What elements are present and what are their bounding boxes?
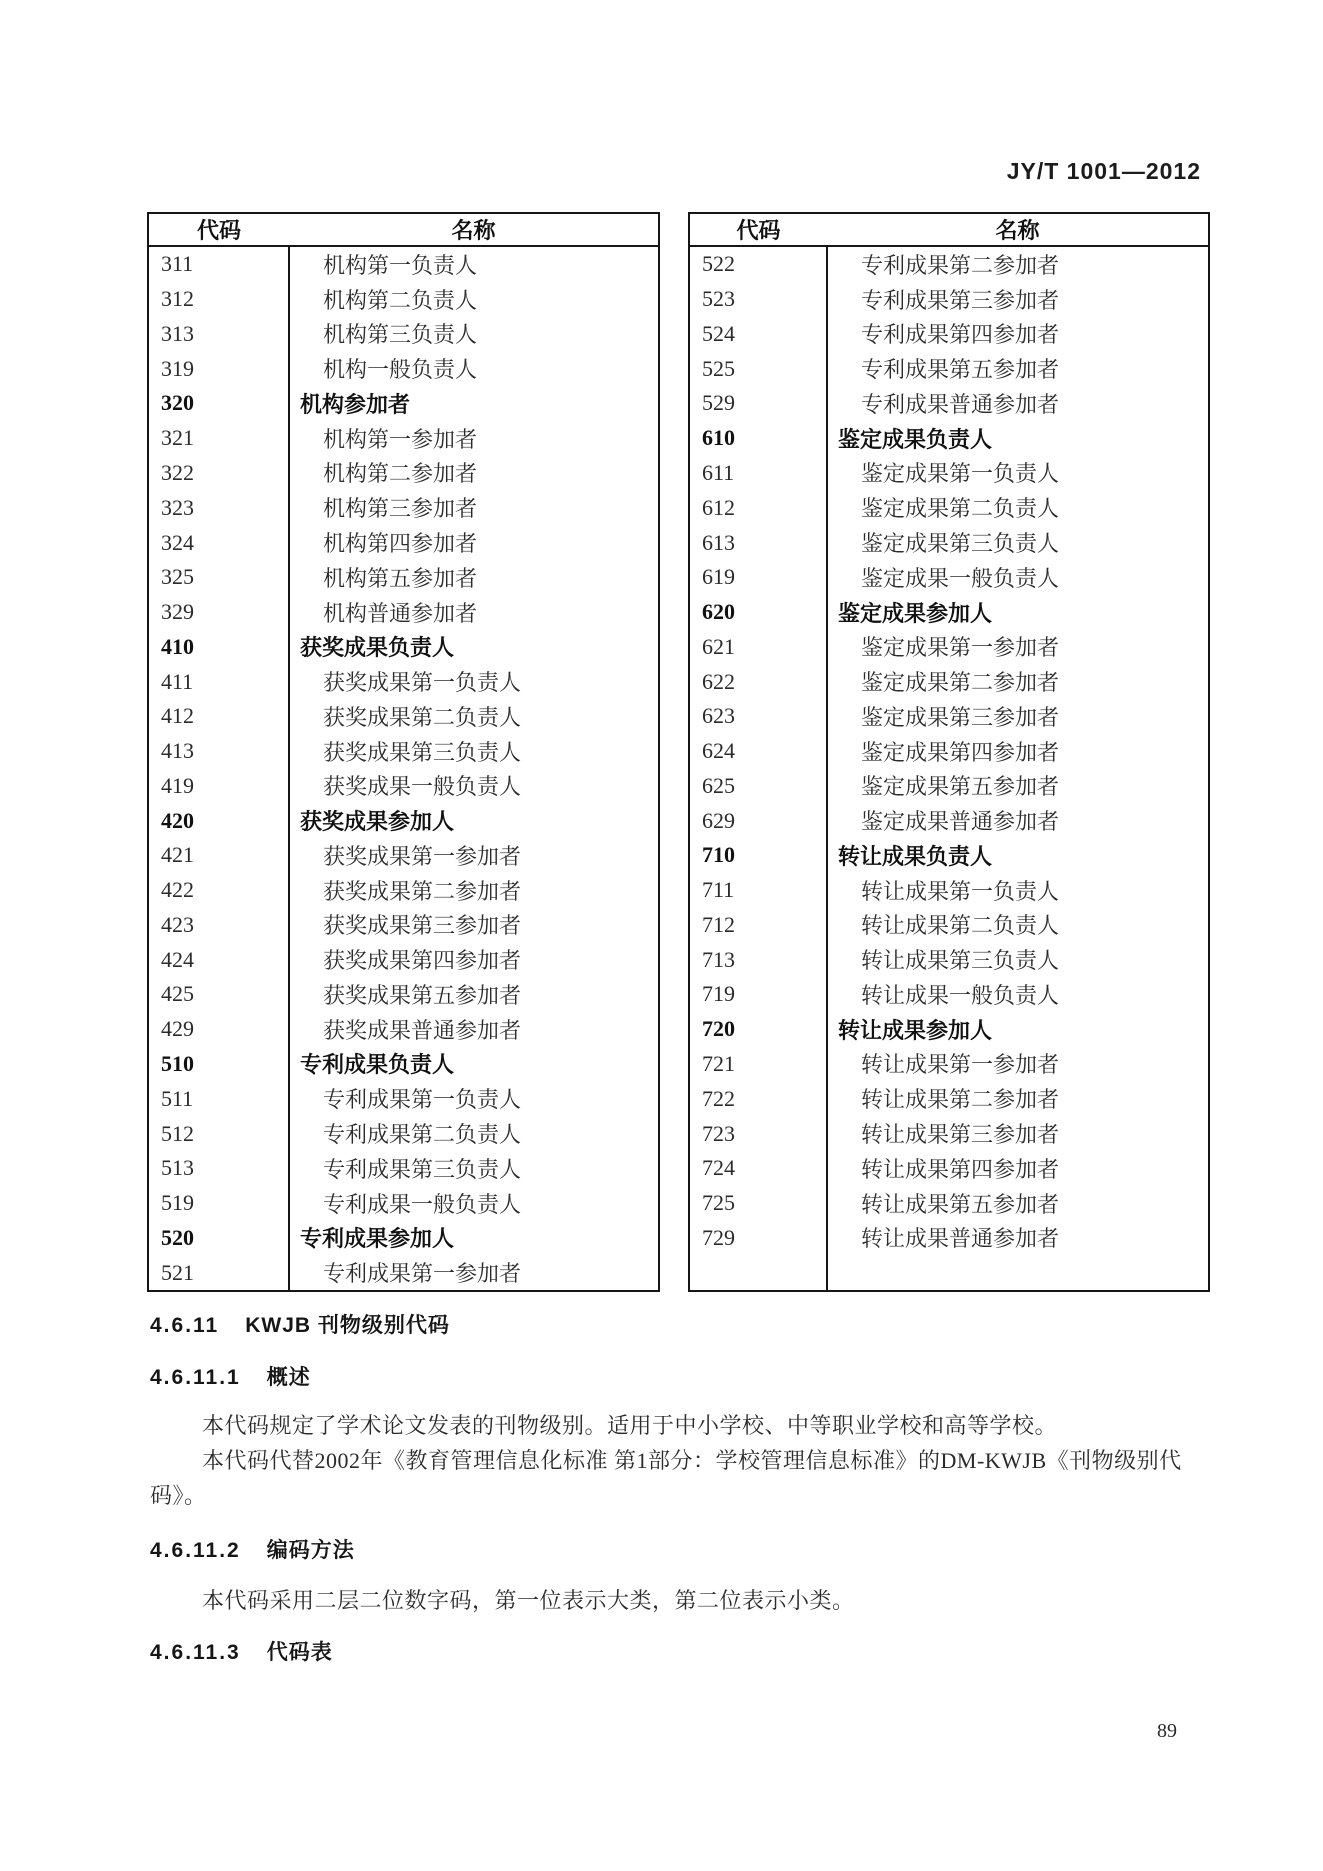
section-heading-4-6-11-3 (150, 1640, 333, 1666)
code-cell: 620 (702, 599, 735, 625)
name-cell: 机构第三参加者 (289, 490, 659, 525)
section-heading-4-6-11-2 (150, 1538, 355, 1564)
code-cell: 321 (161, 425, 194, 451)
section-heading-4-6-11 (150, 1313, 450, 1339)
code-cell: 622 (702, 668, 735, 694)
table-row (689, 525, 1209, 560)
name-cell: 机构第一参加者 (289, 421, 659, 456)
name-cell: 鉴定成果第二负责人 (827, 490, 1209, 525)
table-row (148, 1255, 659, 1291)
table-row (148, 1081, 659, 1116)
code-cell: 512 (161, 1120, 194, 1146)
code-cell: 611 (702, 459, 735, 485)
code-cell: 525 (702, 355, 735, 381)
code-cell: 420 (161, 807, 194, 833)
table-row (689, 490, 1209, 525)
code-cell: 625 (702, 772, 735, 798)
table-row (689, 1186, 1209, 1221)
code-cell: 720 (702, 1016, 735, 1042)
name-cell: 转让成果普通参加者 (827, 1220, 1209, 1255)
name-cell: 获奖成果第三负责人 (289, 734, 659, 769)
code-cell: 511 (161, 1085, 194, 1111)
name-cell: 获奖成果第四参加者 (289, 942, 659, 977)
table-row (148, 1186, 659, 1221)
code-cell: 313 (161, 320, 194, 346)
table-spacer-row (689, 1255, 1209, 1291)
code-cell: 719 (702, 981, 735, 1007)
name-cell: 获奖成果第一参加者 (289, 838, 659, 873)
code-table-right (688, 212, 1210, 1292)
code-cell: 619 (702, 564, 735, 590)
table-header-row (689, 213, 1209, 246)
table-row (689, 1047, 1209, 1082)
page-number: 89 (1157, 1720, 1177, 1742)
table-row (148, 873, 659, 908)
code-cell: 329 (161, 599, 194, 625)
column-header-code: 代码 (148, 213, 289, 246)
standard-code-header: JY/T 1001—2012 (1006, 158, 1201, 184)
code-cell: 320 (161, 390, 194, 416)
code-table-left (147, 212, 660, 1292)
table-row (148, 803, 659, 838)
table-row (689, 386, 1209, 421)
name-cell: 获奖成果负责人 (289, 629, 659, 664)
table-row (148, 595, 659, 630)
name-cell: 专利成果第三负责人 (289, 1151, 659, 1186)
table-row (148, 768, 659, 803)
name-cell: 获奖成果普通参加者 (289, 1012, 659, 1047)
column-header-name: 名称 (289, 213, 659, 246)
name-cell: 机构普通参加者 (289, 595, 659, 630)
table-row (148, 838, 659, 873)
code-cell: 424 (161, 946, 194, 972)
table-row (148, 1012, 659, 1047)
table-row (689, 768, 1209, 803)
table-row (689, 560, 1209, 595)
code-cell: 412 (161, 703, 194, 729)
table-row (689, 838, 1209, 873)
table-row (148, 629, 659, 664)
name-cell: 转让成果一般负责人 (827, 977, 1209, 1012)
name-cell: 鉴定成果第三参加者 (827, 699, 1209, 734)
name-cell: 获奖成果第三参加者 (289, 908, 659, 943)
table-row (689, 1220, 1209, 1255)
code-cell: 325 (161, 564, 194, 590)
table-row (689, 351, 1209, 386)
code-cell: 413 (161, 738, 194, 764)
name-cell: 鉴定成果参加人 (827, 595, 1209, 630)
section-number: 4.6.11.1 (150, 1366, 241, 1389)
table-row (148, 734, 659, 769)
table-row (689, 282, 1209, 317)
name-cell: 鉴定成果第一参加者 (827, 629, 1209, 664)
name-cell: 获奖成果第五参加者 (289, 977, 659, 1012)
table-row (148, 246, 659, 282)
section-title: KWJB 刊物级别代码 (245, 1314, 450, 1337)
code-cell: 520 (161, 1224, 194, 1250)
name-cell: 鉴定成果第二参加者 (827, 664, 1209, 699)
code-cell: 621 (702, 633, 735, 659)
column-header-name: 名称 (827, 213, 1209, 246)
name-cell: 机构第四参加者 (289, 525, 659, 560)
paragraph-line: 码》。 (150, 1483, 207, 1508)
name-cell: 鉴定成果第三负责人 (827, 525, 1209, 560)
table-row (148, 282, 659, 317)
name-cell: 转让成果第一负责人 (827, 873, 1209, 908)
name-cell: 鉴定成果第一负责人 (827, 456, 1209, 491)
name-cell: 鉴定成果第五参加者 (827, 768, 1209, 803)
code-cell: 710 (702, 842, 735, 868)
code-cell: 513 (161, 1155, 194, 1181)
code-cell: 612 (702, 494, 735, 520)
name-cell: 获奖成果第二负责人 (289, 699, 659, 734)
code-cell: 510 (161, 1050, 194, 1076)
name-cell: 专利成果负责人 (289, 1047, 659, 1082)
section-number: 4.6.11.2 (150, 1539, 241, 1562)
name-cell: 专利成果一般负责人 (289, 1186, 659, 1221)
code-cell: 423 (161, 911, 194, 937)
code-cell: 312 (161, 286, 194, 312)
section-title: 编码方法 (266, 1539, 355, 1562)
code-cell: 723 (702, 1120, 735, 1146)
table-row (689, 1116, 1209, 1151)
code-cell: 419 (161, 772, 194, 798)
code-cell: 425 (161, 981, 194, 1007)
code-cell: 629 (702, 807, 735, 833)
table-row (689, 1012, 1209, 1047)
name-cell: 转让成果第三参加者 (827, 1116, 1209, 1151)
table-row (689, 421, 1209, 456)
table-header-row (148, 213, 659, 246)
name-cell: 转让成果第二参加者 (827, 1081, 1209, 1116)
table-row (148, 1151, 659, 1186)
table-row (148, 560, 659, 595)
code-cell: 529 (702, 390, 735, 416)
code-cell: 422 (161, 877, 194, 903)
table-row (148, 421, 659, 456)
table-row (689, 873, 1209, 908)
name-cell: 鉴定成果一般负责人 (827, 560, 1209, 595)
table-row (689, 664, 1209, 699)
code-cell: 522 (702, 251, 735, 277)
table-row (148, 908, 659, 943)
code-cell: 610 (702, 425, 735, 451)
name-cell: 获奖成果第二参加者 (289, 873, 659, 908)
table-row (689, 317, 1209, 352)
name-cell: 专利成果第一参加者 (289, 1255, 659, 1291)
name-cell: 机构参加者 (289, 386, 659, 421)
name-cell: 专利成果第五参加者 (827, 351, 1209, 386)
table-row (689, 803, 1209, 838)
table-row (148, 525, 659, 560)
code-cell: 523 (702, 286, 735, 312)
table-row (148, 490, 659, 525)
name-cell: 转让成果参加人 (827, 1012, 1209, 1047)
code-cell: 524 (702, 320, 735, 346)
code-cell: 324 (161, 529, 194, 555)
name-cell: 专利成果参加人 (289, 1220, 659, 1255)
table-row (148, 942, 659, 977)
name-cell: 专利成果第三参加者 (827, 282, 1209, 317)
table-row (148, 1047, 659, 1082)
code-cell: 411 (161, 668, 194, 694)
table-row (148, 977, 659, 1012)
name-cell: 机构第二参加者 (289, 456, 659, 491)
code-cell: 729 (702, 1224, 735, 1250)
column-header-code: 代码 (689, 213, 827, 246)
code-cell: 521 (161, 1259, 194, 1285)
code-cell: 713 (702, 946, 735, 972)
code-cell: 711 (702, 877, 735, 903)
table-row (689, 1081, 1209, 1116)
table-row (148, 386, 659, 421)
name-cell: 转让成果第二负责人 (827, 908, 1209, 943)
table-row (148, 351, 659, 386)
table-row (689, 908, 1209, 943)
name-cell: 专利成果第二负责人 (289, 1116, 659, 1151)
name-cell: 机构第二负责人 (289, 282, 659, 317)
section-title: 代码表 (266, 1641, 333, 1664)
section-heading-4-6-11-1 (150, 1365, 311, 1391)
table-row (689, 1151, 1209, 1186)
name-cell: 获奖成果第一负责人 (289, 664, 659, 699)
table-row (148, 456, 659, 491)
table-row (689, 246, 1209, 282)
table-row (148, 699, 659, 734)
code-cell: 712 (702, 911, 735, 937)
paragraph-overview-2 (150, 1443, 1215, 1513)
code-cell: 725 (702, 1190, 735, 1216)
code-cell: 429 (161, 1016, 194, 1042)
table-row (148, 317, 659, 352)
table-row (689, 977, 1209, 1012)
paragraph-line: 本代码代替2002年《教育管理信息化标准 第1部分：学校管理信息标准》的DM-KWJB《刊物级别代 (202, 1448, 1182, 1473)
code-cell: 623 (702, 703, 735, 729)
table-row (148, 664, 659, 699)
table-row (689, 629, 1209, 664)
name-cell: 转让成果第一参加者 (827, 1047, 1209, 1082)
paragraph-coding-method: 本代码采用二层二位数字码，第一位表示大类，第二位表示小类。 (202, 1588, 855, 1613)
name-cell: 鉴定成果第四参加者 (827, 734, 1209, 769)
table-row (148, 1116, 659, 1151)
name-cell: 专利成果第一负责人 (289, 1081, 659, 1116)
table-row (148, 1220, 659, 1255)
name-cell: 转让成果负责人 (827, 838, 1209, 873)
name-cell: 转让成果第五参加者 (827, 1186, 1209, 1221)
code-cell: 322 (161, 459, 194, 485)
name-cell: 获奖成果参加人 (289, 803, 659, 838)
code-cell: 624 (702, 738, 735, 764)
table-row (689, 456, 1209, 491)
name-cell: 鉴定成果负责人 (827, 421, 1209, 456)
name-cell: 专利成果普通参加者 (827, 386, 1209, 421)
name-cell: 机构一般负责人 (289, 351, 659, 386)
code-cell: 722 (702, 1085, 735, 1111)
code-cell: 721 (702, 1050, 735, 1076)
code-cell: 323 (161, 494, 194, 520)
name-cell: 获奖成果一般负责人 (289, 768, 659, 803)
code-cell: 613 (702, 529, 735, 555)
name-cell: 机构第一负责人 (289, 246, 659, 282)
code-cell: 421 (161, 842, 194, 868)
paragraph-overview-1: 本代码规定了学术论文发表的刊物级别。适用于中小学校、中等职业学校和高等学校。 (202, 1413, 1058, 1438)
table-row (689, 734, 1209, 769)
code-cell: 410 (161, 633, 194, 659)
name-cell: 转让成果第四参加者 (827, 1151, 1209, 1186)
name-cell: 鉴定成果普通参加者 (827, 803, 1209, 838)
table-row (689, 942, 1209, 977)
table-row (689, 595, 1209, 630)
name-cell: 专利成果第四参加者 (827, 317, 1209, 352)
name-cell: 机构第五参加者 (289, 560, 659, 595)
name-cell: 机构第三负责人 (289, 317, 659, 352)
table-row (689, 699, 1209, 734)
name-cell: 转让成果第三负责人 (827, 942, 1209, 977)
section-number: 4.6.11 (150, 1314, 220, 1337)
section-title: 概述 (266, 1366, 311, 1389)
code-cell: 724 (702, 1155, 735, 1181)
name-cell: 专利成果第二参加者 (827, 246, 1209, 282)
section-number: 4.6.11.3 (150, 1641, 241, 1664)
code-cell: 519 (161, 1190, 194, 1216)
code-cell: 319 (161, 355, 194, 381)
code-cell: 311 (161, 251, 194, 277)
